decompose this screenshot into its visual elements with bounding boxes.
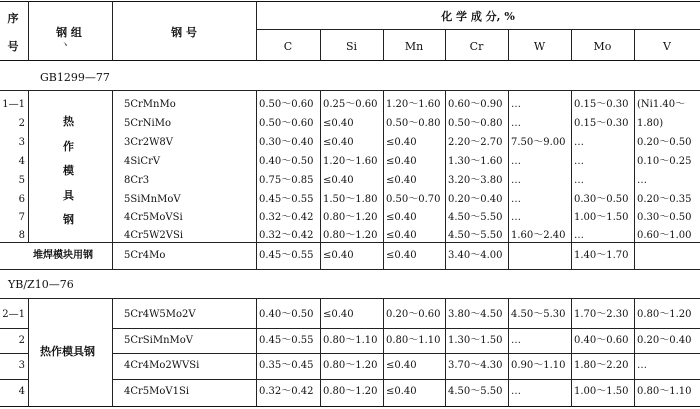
cell-c: 0.32～0.42 [259, 386, 314, 397]
s2-row-rule-c [0, 353, 28, 354]
cell-w: … [511, 156, 521, 167]
cell-w: 0.90～1.10 [511, 360, 566, 371]
header-el-cr: Cr [469, 40, 484, 53]
cell-si: 0.80～1.10 [323, 335, 378, 346]
header-el-c: C [283, 40, 293, 53]
vline [383, 298, 384, 406]
vline [445, 298, 446, 406]
cell-v: 0.20～0.50 [637, 137, 692, 148]
cell-grade: 4Cr4Mo2WVSi [124, 360, 200, 371]
cell-mn: 1.20～1.60 [386, 99, 441, 110]
extra-mn: ≤0.40 [386, 250, 417, 261]
s2-row-rule-f [112, 379, 700, 380]
cell-cr: 4.50～5.50 [448, 386, 503, 397]
cell-w: … [511, 194, 521, 205]
cell-mn: ≤0.40 [386, 230, 417, 241]
cell-si: ≤0.40 [323, 118, 354, 129]
header-composition: 化 学 成 分, % [441, 10, 515, 23]
vline [28, 90, 29, 242]
s2-row-rule-d [112, 353, 700, 354]
vline [28, 1, 29, 60]
vline [634, 90, 635, 269]
s1-group-char-3: 模 [63, 164, 74, 177]
cell-no: 7 [18, 212, 25, 223]
cell-v: 0.20～0.35 [637, 194, 692, 205]
cell-mn: ≤0.40 [386, 212, 417, 223]
cell-grade: 4Cr5W2VSi [124, 230, 184, 241]
cell-no: 2 [18, 335, 25, 346]
cell-cr: 4.50～5.50 [448, 212, 503, 223]
cell-c: 0.32～0.42 [259, 230, 314, 241]
extra-cr: 3.40～4.00 [448, 250, 503, 261]
s1-group-char-5: 钢 [63, 213, 74, 226]
cell-w: … [511, 212, 521, 223]
cell-grade: 5SiMnMoV [124, 194, 181, 205]
vline [256, 90, 257, 269]
cell-w: 7.50～9.00 [511, 137, 566, 148]
cell-grade: 4SiCrV [124, 156, 161, 167]
header-el-mn: Mn [404, 40, 424, 53]
header-el-si: Si [345, 40, 358, 53]
cell-mn: 0.80～1.10 [386, 335, 441, 346]
cell-grade: 8Cr3 [124, 175, 150, 186]
vline [383, 90, 384, 269]
vline [445, 90, 446, 269]
cell-c: 0.75～0.85 [259, 175, 314, 186]
extra-c: 0.45～0.55 [259, 250, 314, 261]
extra-si: ≤0.40 [323, 250, 354, 261]
extra-mo: 1.40～1.70 [574, 250, 629, 261]
cell-mo: … [574, 230, 584, 241]
cell-mn: ≤0.40 [386, 137, 417, 148]
cell-v: 0.20～0.40 [637, 335, 692, 346]
cell-no: 2—1 [2, 309, 25, 320]
cell-cr: 2.20～2.70 [448, 137, 503, 148]
cell-mn: ≤0.40 [386, 156, 417, 167]
cell-cr: 1.30～1.60 [448, 156, 503, 167]
cell-mn: 0.50～0.70 [386, 194, 441, 205]
cell-mo: 0.15～0.30 [574, 118, 629, 129]
cell-si: 0.80～1.20 [323, 212, 378, 223]
cell-mo: 0.30～0.50 [574, 194, 629, 205]
cell-w: … [511, 335, 521, 346]
section1-rule [0, 90, 700, 91]
cell-v: 0.10～0.25 [637, 156, 692, 167]
section1-standard: GB1299—77 [40, 71, 110, 84]
cell-mo: 0.40～0.60 [574, 335, 629, 346]
cell-grade: 5CrNiMo [124, 118, 172, 129]
cell-no: 1—1 [2, 99, 25, 110]
cell-v: 0.80～1.10 [637, 386, 692, 397]
vline [112, 1, 113, 60]
cell-no: 6 [18, 194, 25, 205]
cell-si: 0.25～0.60 [323, 99, 378, 110]
cell-mn: ≤0.40 [386, 386, 417, 397]
cell-c: 0.30～0.40 [259, 137, 314, 148]
cell-si: 1.20～1.60 [323, 156, 378, 167]
vline [634, 298, 635, 406]
header-el-w: W [533, 40, 546, 53]
cell-w: 1.60～2.40 [511, 230, 566, 241]
cell-v: 0.30～0.50 [637, 212, 692, 223]
bottom-rule [0, 406, 700, 407]
section2-standard: YB/Z10—76 [8, 278, 74, 291]
s2-row-rule-b [112, 328, 700, 329]
cell-v: (Ni1.40～ [637, 99, 686, 110]
cell-v: 0.60～1.00 [637, 230, 692, 241]
vline [112, 298, 113, 406]
cell-cr: 0.50～0.80 [448, 118, 503, 129]
cell-v: 1.80) [637, 118, 664, 129]
cell-c: 0.45～0.55 [259, 194, 314, 205]
cell-v: … [637, 175, 647, 186]
vline [571, 298, 572, 406]
section1-bottom-rule [0, 242, 700, 243]
cell-si: 0.80～1.20 [323, 386, 378, 397]
cell-no: 4 [18, 386, 25, 397]
cell-mn: ≤0.40 [386, 175, 417, 186]
vline [256, 298, 257, 406]
cell-w: … [511, 99, 521, 110]
cell-no: 3 [18, 137, 25, 148]
cell-no: 3 [18, 360, 25, 371]
cell-v: 0.80～1.20 [637, 309, 692, 320]
vline [112, 90, 113, 269]
cell-mn: 0.20～0.60 [386, 309, 441, 320]
vline [508, 90, 509, 269]
vline [320, 90, 321, 269]
vline [320, 298, 321, 406]
cell-no: 5 [18, 175, 25, 186]
s2-group: 热作模具钢 [40, 345, 95, 358]
s1-group-char-1: 热 [63, 115, 74, 128]
cell-mo: 1.00～1.50 [574, 386, 629, 397]
cell-cr: 0.20～0.40 [448, 194, 503, 205]
cell-mo: 0.15～0.30 [574, 99, 629, 110]
cell-grade: 4Cr5MoVSi [124, 212, 183, 223]
cell-si: ≤0.40 [323, 137, 354, 148]
cell-si: 0.80～1.20 [323, 360, 378, 371]
vline [508, 298, 509, 406]
cell-c: 0.50～0.60 [259, 99, 314, 110]
cell-grade: 5Cr4W5Mo2V [124, 309, 196, 320]
extra-group: 堆焊模块用钢 [33, 250, 93, 261]
extra-grade: 5Cr4Mo [124, 250, 166, 261]
header-el-v: V [663, 40, 671, 53]
cell-v: … [637, 360, 647, 371]
top-rule [0, 1, 700, 2]
cell-cr: 4.50～5.50 [448, 230, 503, 241]
cell-w: 4.50～5.30 [511, 309, 566, 320]
cell-cr: 3.20～3.80 [448, 175, 503, 186]
cell-mo: 1.70～2.30 [574, 309, 629, 320]
header-no-1: 序 [7, 12, 19, 25]
cell-cr: 3.70～4.30 [448, 360, 503, 371]
header-no-2: 号 [7, 40, 19, 53]
cell-grade: 5CrSiMnMoV [124, 335, 194, 346]
cell-w: … [511, 175, 521, 186]
cell-mo: … [574, 156, 584, 167]
cell-w: … [511, 386, 521, 397]
header-group-mark: ヽ [60, 40, 70, 51]
cell-w: … [511, 118, 521, 129]
cell-cr: 1.30～1.50 [448, 335, 503, 346]
cell-mn: 0.50～0.80 [386, 118, 441, 129]
cell-grade: 3Cr2W8V [124, 137, 174, 148]
cell-no: 8 [18, 230, 25, 241]
cell-no: 2 [18, 118, 25, 129]
cell-no: 4 [18, 156, 25, 167]
cell-cr: 3.80～4.50 [448, 309, 503, 320]
cell-c: 0.45～0.55 [259, 335, 314, 346]
section2-rule [0, 298, 700, 299]
header-el-mo: Mo [593, 40, 612, 53]
cell-c: 0.35～0.45 [259, 360, 314, 371]
s1-group-char-4: 具 [63, 189, 74, 202]
s2-row-rule-e [0, 379, 28, 380]
cell-cr: 0.60～0.90 [448, 99, 503, 110]
header-bottom-rule [0, 60, 700, 61]
cell-mn: ≤0.40 [386, 360, 417, 371]
s2-row-rule-a [0, 328, 28, 329]
cell-grade: 4Cr5MoV1Si [124, 386, 190, 397]
header-grade: 钢 号 [171, 26, 197, 39]
cell-si: 1.50～1.80 [323, 194, 378, 205]
cell-mo: … [574, 175, 584, 186]
vline [571, 90, 572, 269]
header-group: 钢 组 [56, 26, 82, 39]
cell-grade: 5CrMnMo [124, 99, 176, 110]
extra-bottom-rule [0, 269, 700, 270]
cell-c: 0.40～0.50 [259, 309, 314, 320]
cell-si: ≤0.40 [323, 175, 354, 186]
cell-si: 0.80～1.20 [323, 230, 378, 241]
cell-mo: 1.80～2.20 [574, 360, 629, 371]
cell-mo: … [574, 137, 584, 148]
cell-c: 0.32～0.42 [259, 212, 314, 223]
cell-mo: 1.00～1.50 [574, 212, 629, 223]
s1-group-char-2: 作 [63, 140, 74, 153]
vline [28, 298, 29, 406]
cell-si: ≤0.40 [323, 309, 354, 320]
cell-c: 0.50～0.60 [259, 118, 314, 129]
cell-c: 0.40～0.50 [259, 156, 314, 167]
